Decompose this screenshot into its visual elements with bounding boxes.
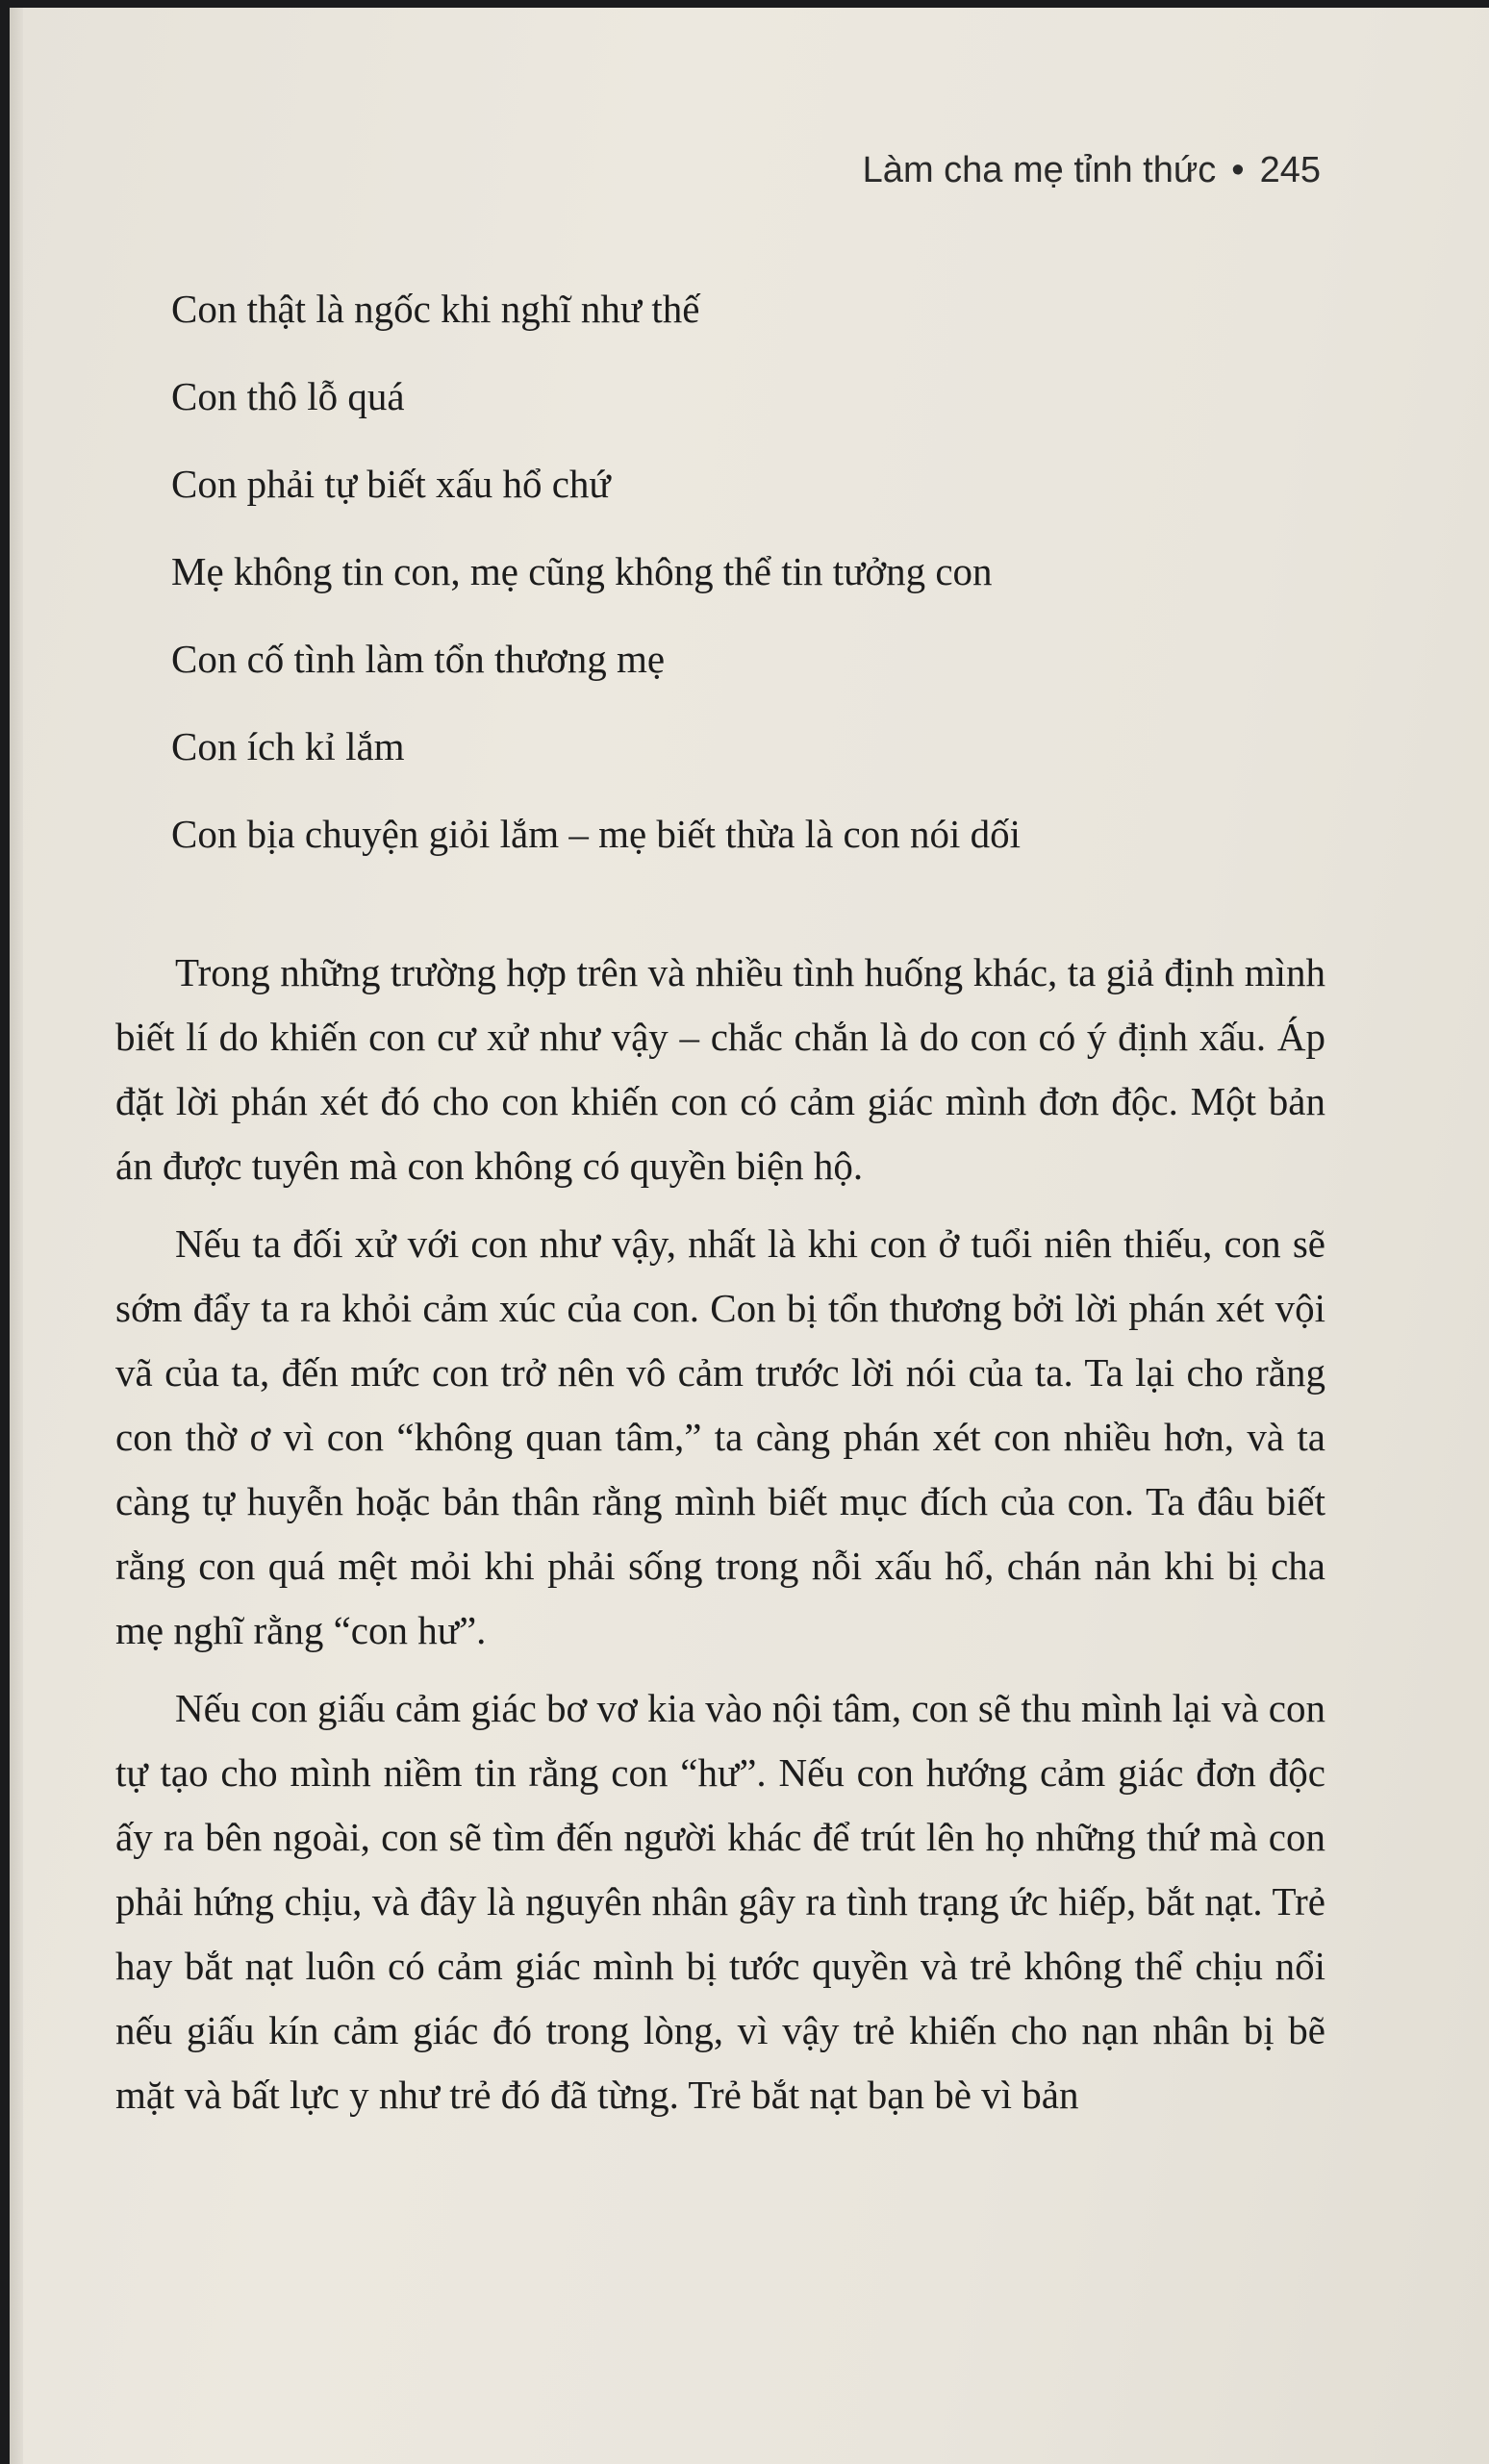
header-separator: • (1231, 150, 1245, 190)
header-title: Làm cha mẹ tỉnh thức (862, 150, 1217, 190)
running-header (863, 150, 1321, 191)
paragraph: Trong những trường hợp trên và nhiều tình huống khác, ta giả định mình biết lí do khiến con cư xử như vậy – chắc chắn là do con có ý định xấu. Áp đặt lời phán xét đó cho con khiến con có cảm giác mình đơn độc. Một bản án được tuyên mà con không có quyền biện hộ. (115, 950, 1325, 1188)
book-page (10, 8, 1489, 2464)
paragraph: Nếu con giấu cảm giác bơ vơ kia vào nội tâm, con sẽ thu mình lại và con tự tạo cho mình niềm tin rằng con “hư”. Nếu con hướng cảm giác đơn độc ấy ra bên ngoài, con sẽ tìm đến người khác để trút lên họ những thứ mà con phải hứng chịu, và đây là nguyên nhân gây ra tình trạng ức hiếp, bắt nạt. Trẻ hay bắt nạt luôn có cảm giác mình bị tước quyền và trẻ không thể chịu nổi nếu giấu kín cảm giác đó trong lòng, vì vậy trẻ khiến cho nạn nhân bị bẽ mặt và bất lực y như trẻ đó đã từng. Trẻ bắt nạt bạn bè vì bản (115, 1686, 1325, 2117)
quoted-phrase: Con bịa chuyện giỏi lắm – mẹ biết thừa là con nói dối (171, 812, 1022, 856)
quoted-phrase: Mẹ không tin con, mẹ cũng không thể tin tưởng con (171, 549, 993, 593)
quoted-phrase: Con cố tình làm tổn thương mẹ (171, 637, 666, 681)
quoted-phrases-list (171, 265, 1345, 878)
quoted-phrase: Con thật là ngốc khi nghĩ như thế (171, 287, 700, 331)
quoted-phrase: Con ích kỉ lắm (171, 724, 405, 768)
quoted-phrase: Con thô lỗ quá (171, 374, 405, 418)
paragraph: Nếu ta đối xử với con như vậy, nhất là khi con ở tuổi niên thiếu, con sẽ sớm đẩy ta ra khỏi cảm xúc của con. Con bị tổn thương bởi lời phán xét vội vã của ta, đến mức con trở nên vô cảm trước lời nói của ta. Ta lại cho rằng con thờ ơ vì con “không quan tâm,” ta càng phán xét con nhiều hơn, và ta càng tự huyễn hoặc bản thân rằng mình biết mục đích của con. Ta đâu biết rằng con quá mệt mỏi khi phải sống trong nỗi xấu hổ, chán nản khi bị cha mẹ nghĩ rằng “con hư”. (115, 1221, 1325, 1652)
page-edge (10, 8, 23, 2464)
page-number: 245 (1259, 150, 1321, 190)
quoted-phrase: Con phải tự biết xấu hổ chứ (171, 462, 611, 506)
body-text (115, 941, 1325, 2141)
